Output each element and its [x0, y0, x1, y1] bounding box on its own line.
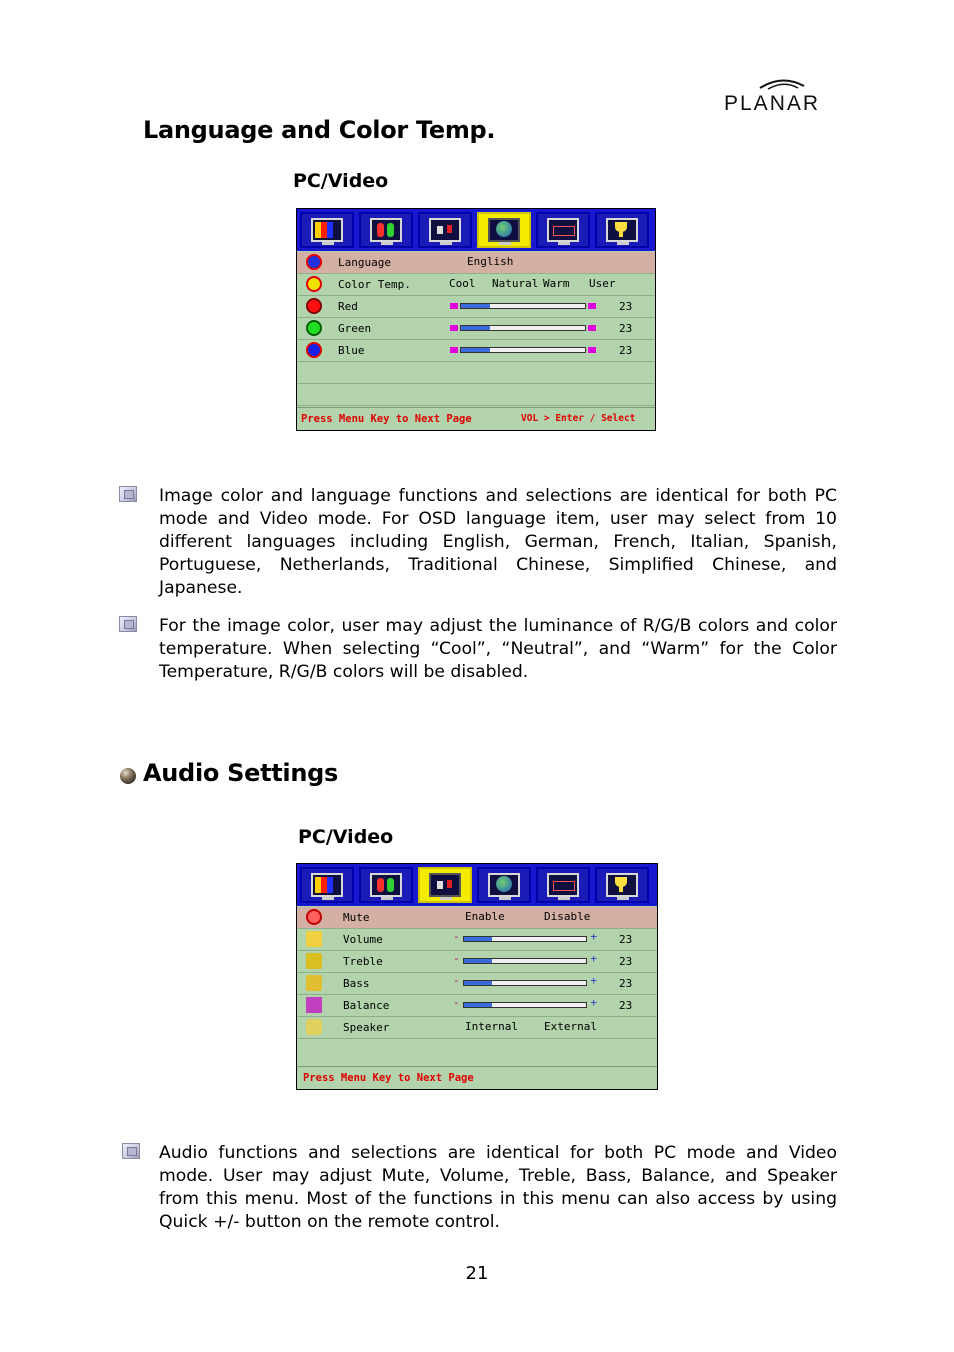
osd-tab[interactable]: [536, 867, 590, 903]
slider-right-cap: [588, 303, 596, 309]
osd-row-label: Treble: [343, 955, 383, 968]
osd-row[interactable]: [297, 274, 655, 296]
osd-row[interactable]: [297, 340, 655, 362]
osd-row[interactable]: [297, 1017, 657, 1039]
osd-value: 23: [619, 999, 633, 1012]
sphere-bullet-icon: [120, 768, 136, 784]
plus-icon: +: [590, 952, 597, 965]
osd-tab[interactable]: [418, 212, 472, 248]
paragraph: Audio functions and selections are identical for both PC mode and Video mode. User may adjust Mute, Volume, Treble, Bass, Balance, and Speaker from this menu. Most of the functions in this menu can also access by using Quick +/- button on the remote control.: [159, 1143, 837, 1232]
minus-icon: -: [453, 930, 460, 943]
slider-left-cap: [450, 325, 458, 331]
osd-option[interactable]: Disable: [544, 910, 591, 923]
audio-tab-icon: [429, 218, 461, 242]
section-subtitle-pc-video: PC/Video: [298, 826, 394, 848]
osd-slider[interactable]: [453, 930, 597, 944]
osd-row-label: Balance: [343, 999, 390, 1012]
language-icon: [306, 254, 322, 270]
people-tab-icon: [370, 218, 402, 242]
osd-row[interactable]: [297, 907, 657, 929]
osd-row-label: Green: [338, 322, 372, 335]
osd-slider[interactable]: [450, 324, 596, 333]
picture-tab-icon: [311, 873, 343, 897]
osd-row[interactable]: [297, 929, 657, 951]
section-title-language-color: Language and Color Temp.: [143, 116, 496, 144]
osd-footer-select-hint: VOL > Enter / Select: [521, 413, 636, 424]
osd-row-label: Blue: [338, 344, 365, 357]
osd-row-label: Red: [338, 300, 358, 313]
osd-slider[interactable]: [450, 346, 596, 355]
osd-value: 23: [619, 322, 633, 335]
slider-left-cap: [450, 347, 458, 353]
green-icon: [306, 320, 322, 336]
osd-footer: [297, 407, 655, 430]
color-temp-icon: [306, 276, 322, 292]
slider-fill: [464, 1003, 492, 1007]
globe-tab-icon: [488, 218, 520, 242]
people-tab-icon: [370, 873, 402, 897]
plus-icon: +: [590, 930, 597, 943]
osd-row-label: Mute: [343, 911, 370, 924]
osd-tab[interactable]: [477, 867, 531, 903]
osd-value: 23: [619, 300, 633, 313]
info-tab-icon: [606, 873, 638, 897]
osd-slider[interactable]: [450, 302, 596, 311]
osd-tab[interactable]: [477, 212, 531, 248]
tab-stand: [558, 897, 570, 900]
tab-stand: [499, 242, 511, 245]
slider-right-cap: [588, 347, 596, 353]
tab-stand: [381, 897, 393, 900]
osd-tab[interactable]: [300, 867, 354, 903]
slider-left-cap: [450, 303, 458, 309]
treble-icon: [306, 953, 322, 969]
osd-tab-icon: [547, 218, 579, 242]
tab-stand: [322, 242, 334, 245]
slider-fill: [464, 937, 492, 941]
red-icon: [306, 298, 322, 314]
slider-right-cap: [588, 325, 596, 331]
bullet-icon: [119, 616, 137, 632]
osd-row-label: Volume: [343, 933, 383, 946]
osd-option[interactable]: English: [467, 255, 514, 268]
osd-value: 23: [619, 344, 633, 357]
volume-icon: [306, 931, 322, 947]
balance-icon: [306, 997, 322, 1013]
osd-tab[interactable]: [359, 212, 413, 248]
osd-slider[interactable]: [453, 974, 597, 988]
osd-option[interactable]: Warm: [543, 277, 570, 290]
osd-value: 23: [619, 955, 633, 968]
planar-logo: [724, 76, 840, 116]
osd-row-label: Color Temp.: [338, 278, 411, 291]
osd-row[interactable]: [297, 973, 657, 995]
tab-stand: [617, 242, 629, 245]
osd-slider[interactable]: [453, 952, 597, 966]
osd-row[interactable]: [297, 318, 655, 340]
minus-icon: -: [453, 996, 460, 1009]
osd-empty-row: [297, 362, 655, 384]
osd-tab[interactable]: [418, 867, 472, 903]
section-title-audio: Audio Settings: [143, 759, 338, 787]
osd-tab-bar: [297, 864, 657, 906]
osd-footer: [297, 1066, 657, 1089]
osd-option[interactable]: External: [544, 1020, 597, 1033]
speaker-icon: [306, 1019, 322, 1035]
osd-footer-hint: Press Menu Key to Next Page: [303, 1072, 474, 1084]
osd-audio-menu: [296, 863, 658, 1090]
globe-tab-icon: [488, 873, 520, 897]
paragraph: For the image color, user may adjust the luminance of R/G/B colors and color temperature. When selecting “Cool”, “Neutral”, and “Warm” for the Color Temperature, R/G/B colors will be disabled.: [159, 616, 837, 682]
osd-row-label: Speaker: [343, 1021, 390, 1034]
bullet-icon: [122, 1143, 140, 1159]
bullet-icon: [119, 486, 137, 502]
mute-icon: [306, 909, 322, 925]
tab-stand: [558, 242, 570, 245]
osd-tab[interactable]: [536, 212, 590, 248]
plus-icon: +: [590, 974, 597, 987]
section-subtitle-pc-video: PC/Video: [293, 170, 389, 192]
slider-fill: [464, 981, 492, 985]
osd-option[interactable]: Internal: [465, 1020, 518, 1033]
plus-icon: +: [590, 996, 597, 1009]
tab-stand: [440, 897, 452, 900]
tab-stand: [499, 897, 511, 900]
slider-fill: [461, 348, 490, 352]
osd-slider[interactable]: [453, 996, 597, 1010]
logo-text: PLANAR: [724, 92, 821, 115]
paragraph: Image color and language functions and selections are identical for both PC mode and Video mode. For OSD language item, user may select from 10 different languages including English, German, French, Italian, Spanish, Portuguese, Netherlands, Traditional Chinese, Simplified Chinese, and Japanese.: [159, 486, 837, 598]
info-tab-icon: [606, 218, 638, 242]
page-number: 21: [465, 1263, 489, 1284]
osd-row-label: Bass: [343, 977, 370, 990]
osd-tab[interactable]: [300, 212, 354, 248]
osd-row[interactable]: [297, 252, 655, 274]
blue-icon: [306, 342, 322, 358]
osd-option[interactable]: Cool: [449, 277, 476, 290]
osd-row[interactable]: [297, 951, 657, 973]
osd-tab-bar: [297, 209, 655, 251]
osd-tab[interactable]: [359, 867, 413, 903]
osd-empty-row: [297, 384, 655, 406]
audio-tab-icon: [429, 873, 461, 897]
osd-tab[interactable]: [595, 212, 649, 248]
osd-value: 23: [619, 977, 633, 990]
slider-fill: [464, 959, 492, 963]
bass-icon: [306, 975, 322, 991]
osd-color-menu: [296, 208, 656, 431]
minus-icon: -: [453, 952, 460, 965]
osd-tab-icon: [547, 873, 579, 897]
slider-fill: [461, 304, 490, 308]
osd-row-label: Language: [338, 256, 391, 269]
osd-option[interactable]: Natural: [492, 277, 539, 290]
osd-option[interactable]: Enable: [465, 910, 505, 923]
tab-stand: [617, 897, 629, 900]
tab-stand: [322, 897, 334, 900]
minus-icon: -: [453, 974, 460, 987]
osd-option[interactable]: User: [589, 277, 616, 290]
osd-row[interactable]: [297, 296, 655, 318]
osd-footer-hint: Press Menu Key to Next Page: [301, 413, 472, 425]
tab-stand: [440, 242, 452, 245]
osd-value: 23: [619, 933, 633, 946]
picture-tab-icon: [311, 218, 343, 242]
slider-fill: [461, 326, 490, 330]
osd-row[interactable]: [297, 995, 657, 1017]
logo-swoosh-icon: [724, 76, 840, 92]
osd-tab[interactable]: [595, 867, 649, 903]
tab-stand: [381, 242, 393, 245]
